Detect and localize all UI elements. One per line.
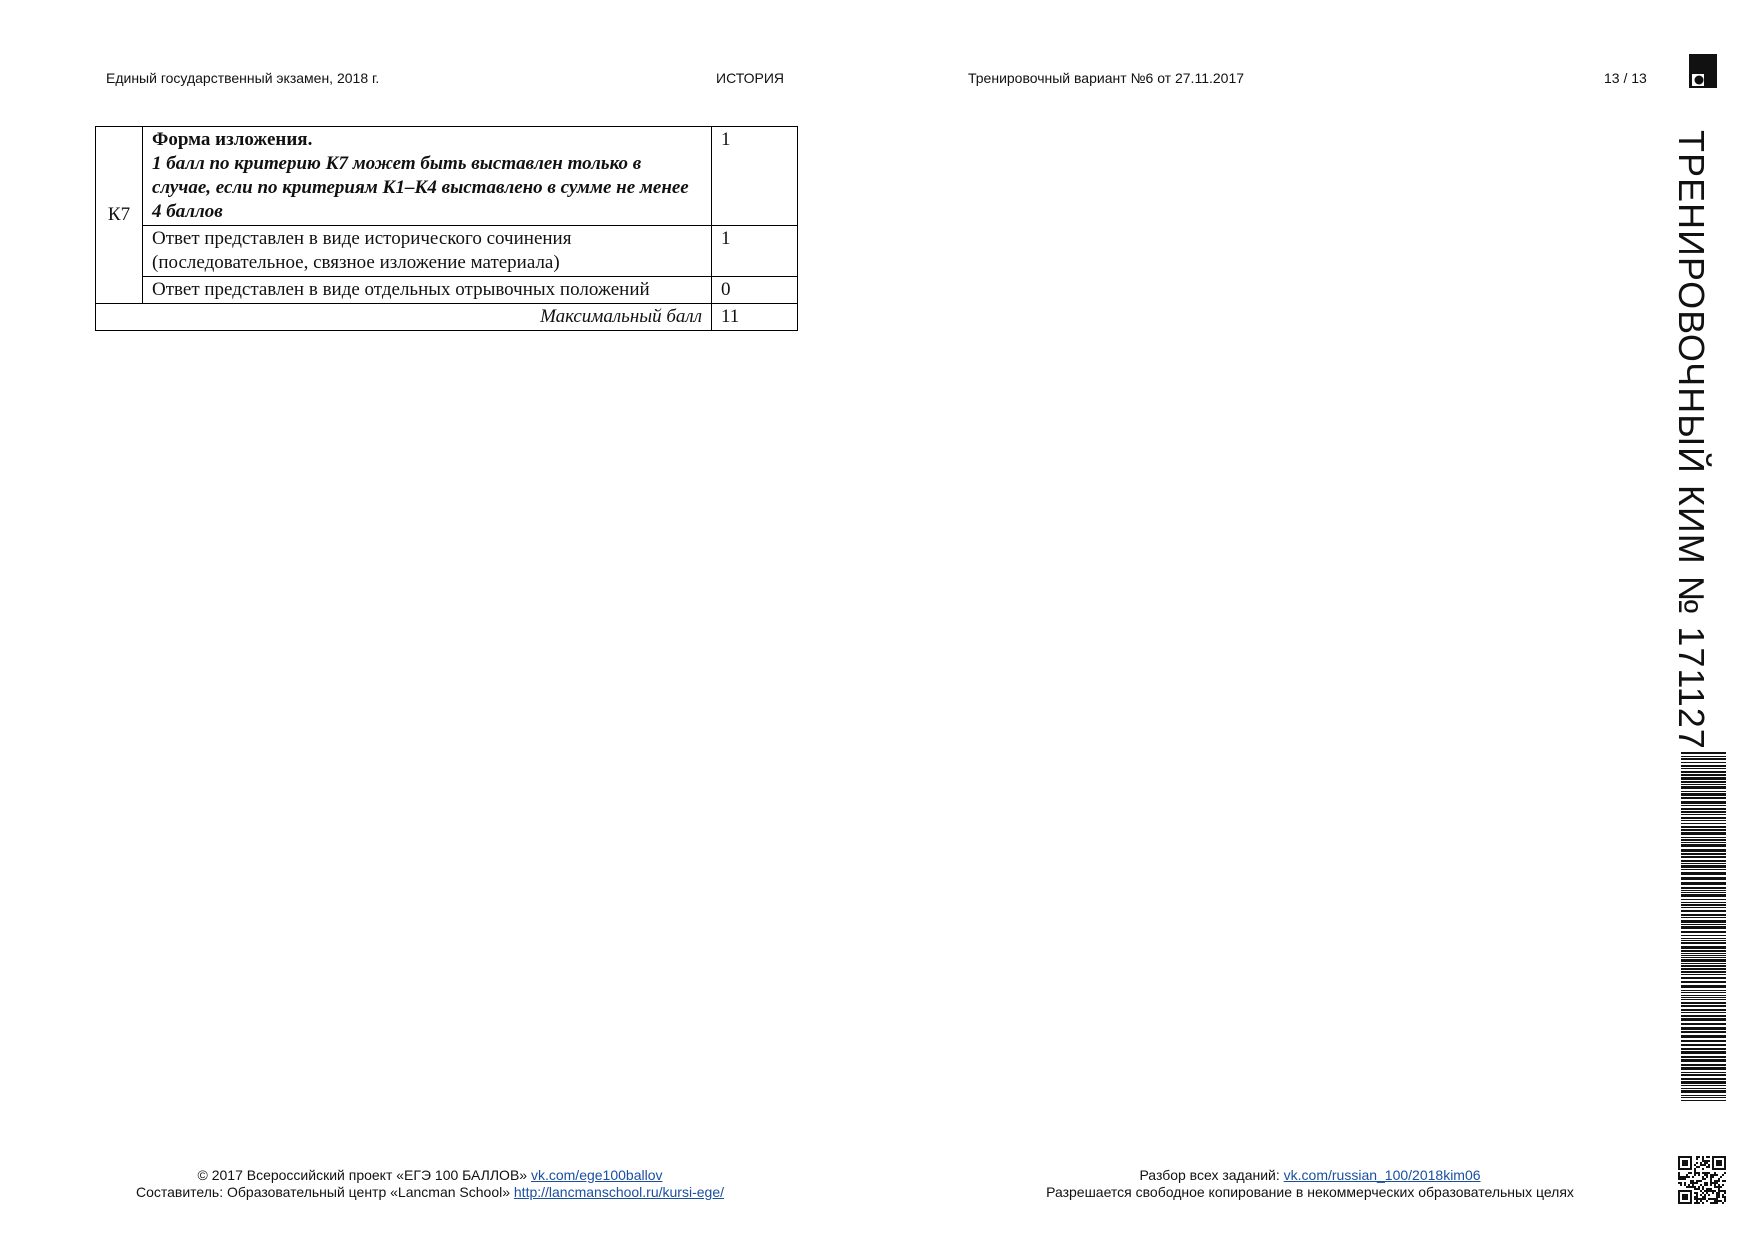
header-page-number: 13 / 13 (1604, 70, 1647, 86)
table-row (96, 226, 798, 277)
footer-left (100, 1167, 760, 1201)
criterion-description: Ответ представлен в виде отдельных отрывочных положений (143, 277, 712, 304)
footer-analysis-label: Разбор всех заданий: (1139, 1167, 1280, 1183)
header-exam-title: Единый государственный экзамен, 2018 г. (106, 70, 380, 86)
criterion-score: 1 (712, 127, 798, 226)
max-score-label: Максимальный балл (96, 304, 712, 331)
criterion-score: 1 (712, 226, 798, 277)
max-score-value: 11 (712, 304, 798, 331)
table-row (96, 277, 798, 304)
criterion-description (143, 127, 712, 226)
qr-code-icon (1678, 1156, 1726, 1204)
footer-analysis-link[interactable]: vk.com/russian_100/2018kim06 (1283, 1167, 1481, 1183)
header-variant: Тренировочный вариант №6 от 27.11.2017 (968, 70, 1245, 86)
table-row (96, 127, 798, 226)
criteria-table (95, 126, 798, 331)
footer-author: Составитель: Образовательный центр «Lancman School» (135, 1184, 510, 1200)
vertical-variant-title: ТРЕНИРОВОЧНЫЙ КИМ № 171127 (1671, 130, 1712, 750)
barcode-icon (1681, 752, 1726, 1102)
table-row (96, 304, 798, 331)
criterion-code: К7 (96, 127, 143, 304)
exam-logo-icon (1689, 54, 1717, 88)
header-subject: ИСТОРИЯ (716, 70, 785, 86)
criterion-note: 1 балл по критерию К7 может быть выставлен только в случае, если по критериям К1–К4 выставлено в сумме не менее 4 баллов (152, 153, 689, 222)
footer-right (1000, 1167, 1620, 1201)
criterion-title: Форма изложения. (152, 129, 313, 150)
criterion-score: 0 (712, 277, 798, 304)
footer-copy-notice: Разрешается свободное копирование в некоммерческих образовательных целях (1046, 1184, 1574, 1200)
criterion-description: Ответ представлен в виде исторического сочинения (последовательное, связное изложение материала) (143, 226, 712, 277)
footer-school-link[interactable]: http://lancmanschool.ru/kursi-ege/ (513, 1184, 724, 1200)
footer-copyright: © 2017 Всероссийский проект «ЕГЭ 100 БАЛЛОВ» (197, 1167, 528, 1183)
footer-vk-link[interactable]: vk.com/ege100ballov (530, 1167, 663, 1183)
